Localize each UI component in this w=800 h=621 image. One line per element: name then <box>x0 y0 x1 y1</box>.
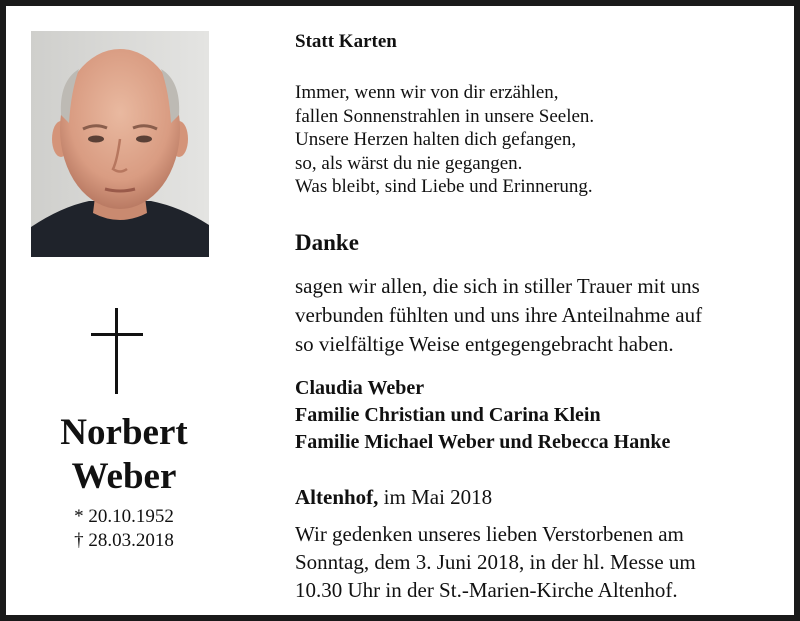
place: Altenhof, <box>295 485 379 509</box>
death-date: † 28.03.2018 <box>74 530 174 551</box>
cross-icon <box>91 308 143 394</box>
thanks-text <box>295 272 702 359</box>
signers <box>295 375 670 456</box>
signer: Familie Christian und Carina Klein <box>295 404 601 426</box>
poem-line: so, als wärst du nie gegangen. <box>295 152 523 174</box>
thanks-line: verbunden fühlten und uns ihre Anteilnahme auf <box>295 303 703 327</box>
thanks-title: Danke <box>295 230 359 255</box>
poem <box>295 81 594 199</box>
signer: Claudia Weber <box>295 377 425 399</box>
signer: Familie Michael Weber und Rebecca Hanke <box>295 431 671 453</box>
memorial-line: Wir gedenken unseres lieben Verstorbenen am <box>295 522 684 546</box>
place-date <box>295 483 492 511</box>
deceased-last-name: Weber <box>71 456 177 497</box>
poem-line: Unsere Herzen halten dich gefangen, <box>295 129 577 150</box>
deceased-first-name: Norbert <box>60 412 188 453</box>
portrait-image <box>31 31 209 257</box>
thanks-line: so vielfältige Weise entgegengebracht haben. <box>295 332 674 356</box>
memorial-line: Sonntag, dem 3. Juni 2018, in der hl. Messe um <box>295 550 696 574</box>
date: im Mai 2018 <box>383 485 493 509</box>
poem-line: Immer, wenn wir von dir erzählen, <box>295 82 559 103</box>
birth-date: * 20.10.1952 <box>74 506 174 527</box>
portrait-photo <box>31 31 209 257</box>
poem-line: fallen Sonnenstrahlen in unsere Seelen. <box>295 105 595 127</box>
poem-line: Was bleibt, sind Liebe und Erinnerung. <box>295 176 593 197</box>
memorial-line: 10.30 Uhr in der St.-Marien-Kirche Altenhof. <box>295 578 678 602</box>
memorial-notice <box>295 520 696 604</box>
thanks-line: sagen wir allen, die sich in stiller Trauer mit uns <box>295 274 700 298</box>
heading-statt-karten: Statt Karten <box>295 31 397 52</box>
